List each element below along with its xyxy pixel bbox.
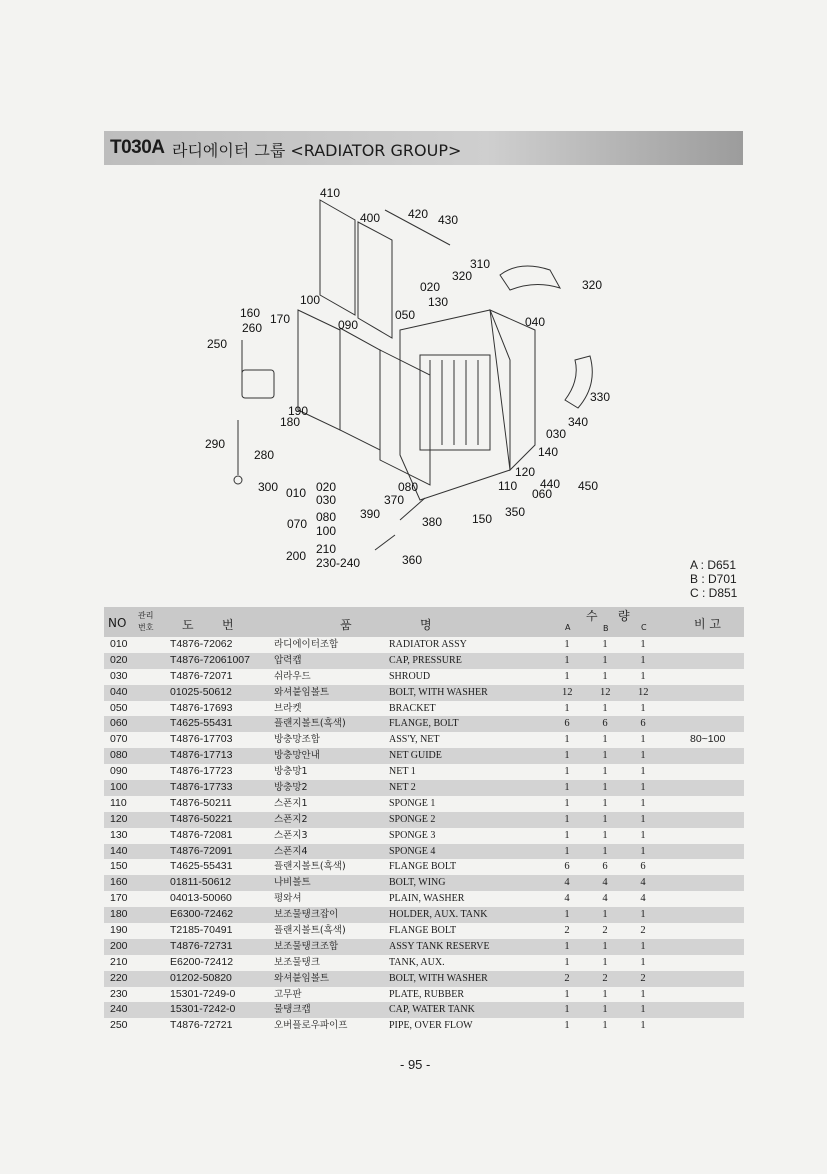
svg-text:330: 330	[590, 390, 611, 404]
qty-b: 1	[602, 829, 608, 841]
qty-b: 1	[602, 639, 608, 650]
part-name-kr: 와셔붙임볼트	[274, 972, 330, 984]
qty-a: 1	[564, 702, 570, 714]
part-no: 140	[110, 844, 128, 857]
part-name-en: NET GUIDE	[389, 750, 442, 762]
qty-b: 1	[602, 750, 608, 762]
part-no: 220	[110, 971, 128, 984]
header-do: 도	[182, 618, 194, 632]
table-row	[104, 907, 744, 923]
svg-text:380: 380	[422, 515, 443, 529]
svg-text:140: 140	[538, 445, 559, 459]
part-number: E6300-72462	[170, 908, 234, 921]
qty-b: 2	[602, 925, 608, 937]
header-remark: 비 고	[694, 617, 721, 631]
part-name-en: SPONGE 3	[389, 829, 436, 841]
qty-a: 1	[564, 797, 570, 809]
svg-text:320: 320	[452, 269, 473, 283]
qty-b: 1	[602, 909, 608, 921]
qty-c: 1	[640, 702, 646, 714]
part-name-kr: 오버플로우파이프	[274, 1020, 348, 1032]
part-name-en: TANK, AUX.	[389, 956, 445, 968]
qty-c: 1	[640, 782, 646, 794]
svg-text:260: 260	[242, 321, 263, 335]
part-name-en: CAP, WATER TANK	[389, 1004, 475, 1016]
svg-text:180: 180	[280, 415, 301, 429]
table-row	[104, 669, 744, 685]
svg-text:120: 120	[515, 465, 536, 479]
part-no: 070	[110, 733, 128, 746]
part-name-en: BOLT, WING	[389, 877, 446, 889]
qty-a: 1	[564, 956, 570, 968]
svg-text:230-240: 230-240	[316, 556, 361, 570]
part-name-kr: 플랜지볼트(흑색)	[274, 861, 346, 873]
model-b: B : D701	[690, 572, 737, 586]
qty-c: 2	[640, 925, 646, 937]
part-name-en: SPONGE 1	[389, 797, 436, 809]
net-panel-400	[358, 222, 392, 338]
qty-b: 6	[602, 718, 608, 730]
qty-a: 1	[564, 639, 570, 650]
qty-b: 1	[602, 813, 608, 825]
part-no: 130	[110, 828, 128, 841]
part-number: T4876-17703	[170, 733, 233, 746]
table-row	[104, 987, 744, 1003]
part-no: 040	[110, 685, 128, 698]
part-name-en: BOLT, WITH WASHER	[389, 972, 488, 984]
qty-a: 1	[564, 670, 570, 682]
part-name-en: SPONGE 4	[389, 845, 436, 857]
svg-text:170: 170	[270, 312, 291, 326]
table-row	[104, 971, 744, 987]
part-name-kr: 라디에이터조합	[274, 639, 339, 650]
part-name-kr: 스폰지1	[274, 797, 308, 809]
part-name-en: NET 2	[389, 782, 416, 794]
svg-text:070: 070	[287, 517, 308, 531]
part-no: 190	[110, 924, 128, 937]
table-row	[104, 923, 744, 939]
svg-text:430: 430	[438, 213, 459, 227]
part-no: 110	[110, 796, 127, 809]
qty-c: 1	[640, 766, 646, 778]
table-row	[104, 748, 744, 764]
part-name-kr: 압력캡	[274, 654, 302, 666]
section-code: T030A	[110, 137, 165, 158]
part-name-en: FLANGE, BOLT	[389, 718, 459, 730]
table-row	[104, 685, 744, 701]
qty-b: 1	[602, 766, 608, 778]
part-no: 200	[110, 939, 128, 952]
qty-a: 1	[564, 909, 570, 921]
part-no: 080	[110, 749, 128, 762]
svg-text:300: 300	[258, 480, 279, 494]
qty-b: 1	[602, 797, 608, 809]
svg-text:020: 020	[420, 280, 441, 294]
qty-a: 1	[564, 988, 570, 1000]
part-number: T4876-72091	[170, 844, 233, 857]
part-number: T4876-72071	[170, 669, 233, 682]
table-row	[104, 716, 744, 732]
part-number: 15301-7249-0	[170, 987, 236, 1000]
svg-text:060: 060	[532, 487, 553, 501]
table-row	[104, 812, 744, 828]
parts-table-body	[104, 637, 744, 1034]
net-guide-080	[380, 350, 430, 485]
qty-c: 1	[640, 734, 646, 746]
part-name-kr: 플랜지볼트(흑색)	[274, 925, 346, 937]
part-name-kr: 플랜지볼트(흑색)	[274, 718, 346, 730]
part-number: T4876-72081	[170, 828, 233, 841]
qty-c: 1	[640, 639, 646, 650]
svg-text:190: 190	[288, 404, 309, 418]
svg-text:450: 450	[578, 479, 599, 493]
svg-text:030: 030	[546, 427, 567, 441]
svg-text:040: 040	[525, 315, 546, 329]
qty-b: 1	[602, 1004, 608, 1016]
part-number: T4625-55431	[170, 717, 233, 730]
qty-a: 12	[562, 686, 573, 698]
part-name-en: FLANGE BOLT	[389, 925, 457, 937]
part-no: 100	[110, 781, 128, 794]
qty-b: 1	[602, 734, 608, 746]
svg-text:410: 410	[320, 186, 341, 200]
part-name-kr: 방충망2	[274, 782, 308, 794]
part-number: T4876-72731	[170, 939, 233, 952]
qty-b: 12	[600, 686, 611, 698]
part-name-kr: 보조물탱크잡이	[274, 909, 339, 921]
qty-b: 1	[602, 1020, 608, 1032]
table-row	[104, 1002, 744, 1018]
parts-table-header	[104, 607, 744, 637]
table-row	[104, 891, 744, 907]
qty-c: 6	[640, 861, 646, 873]
table-row	[104, 796, 744, 812]
header-pum: 품	[340, 618, 352, 632]
svg-text:390: 390	[360, 507, 381, 521]
part-name-kr: 와셔붙임볼트	[274, 686, 330, 698]
table-row	[104, 939, 744, 955]
svg-text:420: 420	[408, 207, 429, 221]
page-number: - 95 -	[400, 1057, 431, 1072]
svg-text:050: 050	[395, 308, 416, 322]
qty-b: 1	[602, 956, 608, 968]
qty-b: 2	[602, 972, 608, 984]
svg-text:310: 310	[470, 257, 491, 271]
qty-c: 12	[638, 686, 649, 698]
part-name-kr: 스폰지3	[274, 829, 308, 841]
part-name-en: RADIATOR ASSY	[389, 639, 467, 650]
header-beon: 번	[222, 618, 234, 632]
part-no: 020	[110, 653, 128, 666]
part-no: 050	[110, 701, 128, 714]
qty-a: 1	[564, 813, 570, 825]
qty-a: 4	[564, 877, 570, 889]
part-name-en: PIPE, OVER FLOW	[389, 1020, 473, 1032]
table-row	[104, 828, 744, 844]
part-number: 01025-50612	[170, 685, 232, 698]
svg-text:210: 210	[316, 542, 337, 556]
svg-text:110: 110	[498, 479, 518, 493]
svg-text:010: 010	[286, 486, 307, 500]
qty-b: 4	[602, 877, 608, 889]
part-number: T4625-55431	[170, 860, 233, 873]
part-number: T4876-17713	[170, 749, 233, 762]
svg-text:400: 400	[360, 211, 381, 225]
qty-c: 1	[640, 845, 646, 857]
svg-text:030: 030	[316, 493, 337, 507]
net-panel-090	[340, 328, 380, 450]
header-myeong: 명	[420, 618, 432, 632]
part-number: T4876-17733	[170, 781, 233, 794]
part-no: 230	[110, 987, 128, 1000]
qty-b: 1	[602, 702, 608, 714]
svg-text:250: 250	[207, 337, 228, 351]
qty-a: 2	[564, 925, 570, 937]
header-ref1: 관리	[138, 611, 154, 620]
part-name-kr: 방충망1	[274, 766, 308, 778]
part-no: 010	[110, 638, 128, 650]
part-name-kr: 방충망조합	[274, 734, 320, 746]
diagram-callouts	[205, 186, 610, 570]
part-number: T4876-50211	[170, 796, 232, 809]
part-name-kr: 보조물탱크	[274, 956, 320, 968]
part-no: 180	[110, 908, 128, 921]
svg-text:340: 340	[568, 415, 589, 429]
part-name-en: ASS'Y, NET	[389, 734, 440, 746]
part-no: 210	[110, 955, 128, 968]
part-name-en: CAP, PRESSURE	[389, 654, 462, 666]
part-name-kr: 스폰지2	[274, 813, 308, 825]
header-ref2: 번호	[138, 623, 154, 632]
part-number: 01202-50820	[170, 971, 232, 984]
qty-c: 2	[640, 972, 646, 984]
model-legend	[690, 558, 737, 600]
part-name-en: BOLT, WITH WASHER	[389, 686, 488, 698]
svg-text:100: 100	[300, 293, 321, 307]
part-no: 120	[110, 812, 128, 825]
qty-c: 1	[640, 829, 646, 841]
qty-c: 1	[640, 1004, 646, 1016]
qty-a: 1	[564, 845, 570, 857]
qty-c: 1	[640, 988, 646, 1000]
part-no: 090	[110, 765, 128, 778]
part-no: 250	[110, 1019, 128, 1032]
header-b: B	[603, 624, 609, 633]
part-number: E6200-72412	[170, 955, 234, 968]
qty-c: 1	[640, 670, 646, 682]
part-name-en: SHROUD	[389, 670, 431, 682]
qty-b: 1	[602, 654, 608, 666]
qty-a: 4	[564, 893, 570, 905]
part-name-kr: 방충망안내	[274, 750, 320, 762]
part-name-en: PLAIN, WASHER	[389, 893, 465, 905]
net-panel-410	[320, 200, 355, 315]
svg-text:100: 100	[316, 524, 337, 538]
part-no: 150	[110, 860, 128, 873]
part-number: T4876-17723	[170, 765, 233, 778]
svg-text:150: 150	[472, 512, 493, 526]
part-name-en: NET 1	[389, 766, 416, 778]
part-no: 060	[110, 717, 128, 730]
part-number: T4876-17693	[170, 701, 233, 714]
model-c: C : D851	[690, 586, 738, 600]
svg-text:320: 320	[582, 278, 603, 292]
part-number: 01811-50612	[170, 876, 232, 889]
svg-text:370: 370	[384, 493, 405, 507]
part-name-kr: 보조물탱크조합	[274, 940, 339, 952]
header-no: NO	[108, 616, 127, 630]
part-name-en: SPONGE 2	[389, 813, 436, 825]
svg-text:130: 130	[428, 295, 449, 309]
qty-c: 1	[640, 813, 646, 825]
svg-text:360: 360	[402, 553, 423, 567]
part-number: 15301-7242-0	[170, 1003, 236, 1016]
qty-b: 4	[602, 893, 608, 905]
part-name-kr: 나비볼트	[274, 877, 311, 889]
model-a: A : D651	[690, 558, 737, 572]
part-number: T4876-72721	[170, 1019, 233, 1032]
svg-text:080: 080	[316, 510, 337, 524]
part-number: T4876-72061007	[170, 653, 250, 666]
shroud	[490, 310, 535, 470]
part-name-en: FLANGE BOLT	[389, 861, 457, 873]
qty-c: 4	[640, 877, 646, 889]
qty-c: 1	[640, 750, 646, 762]
part-no: 170	[110, 892, 128, 905]
table-row	[104, 732, 744, 748]
upper-hose	[500, 266, 560, 290]
section-title: 라디에이터 그룹 <RADIATOR GROUP>	[172, 141, 462, 160]
part-name-kr: 고무판	[274, 988, 302, 1000]
aux-tank	[242, 370, 274, 398]
qty-c: 6	[640, 718, 646, 730]
qty-a: 1	[564, 829, 570, 841]
part-name-kr: 평와셔	[274, 893, 302, 905]
svg-text:090: 090	[338, 318, 359, 332]
qty-a: 1	[564, 782, 570, 794]
qty-c: 1	[640, 940, 646, 952]
table-row	[104, 844, 744, 860]
part-no: 160	[110, 876, 128, 889]
qty-b: 1	[602, 988, 608, 1000]
qty-a: 1	[564, 1020, 570, 1032]
part-no: 240	[110, 1003, 128, 1016]
part-name-kr: 스폰지4	[274, 845, 308, 857]
part-name-en: HOLDER, AUX. TANK	[389, 909, 488, 921]
svg-text:280: 280	[254, 448, 275, 462]
part-number: T2185-70491	[170, 924, 233, 937]
qty-c: 1	[640, 1020, 646, 1032]
qty-c: 1	[640, 797, 646, 809]
svg-text:290: 290	[205, 437, 226, 451]
table-row	[104, 875, 744, 891]
table-row	[104, 637, 744, 653]
table-row	[104, 780, 744, 796]
qty-b: 1	[602, 940, 608, 952]
svg-text:350: 350	[505, 505, 526, 519]
part-number: T4876-72062	[170, 638, 233, 650]
part-no: 030	[110, 669, 128, 682]
qty-a: 1	[564, 654, 570, 666]
table-row	[104, 1018, 744, 1034]
lower-hose	[565, 356, 592, 408]
qty-a: 1	[564, 940, 570, 952]
qty-b: 6	[602, 861, 608, 873]
qty-c: 1	[640, 654, 646, 666]
part-name-en: BRACKET	[389, 702, 436, 714]
header-c: C	[641, 623, 647, 632]
table-row	[104, 764, 744, 780]
table-row	[104, 701, 744, 717]
qty-a: 1	[564, 750, 570, 762]
qty-a: 1	[564, 1004, 570, 1016]
remark: 80~100	[690, 733, 726, 746]
qty-b: 1	[602, 670, 608, 682]
part-name-kr: 물탱크캡	[274, 1004, 311, 1016]
qty-a: 1	[564, 766, 570, 778]
table-row	[104, 955, 744, 971]
table-row	[104, 653, 744, 669]
qty-b: 1	[602, 845, 608, 857]
qty-a: 1	[564, 734, 570, 746]
table-row	[104, 859, 744, 875]
part-name-kr: 쉬라우드	[274, 670, 311, 682]
qty-b: 1	[602, 782, 608, 794]
exploded-parts-diagram	[180, 180, 640, 580]
header-ryang: 량	[618, 609, 630, 623]
qty-a: 6	[564, 718, 570, 730]
svg-text:160: 160	[240, 306, 261, 320]
part-name-en: ASSY TANK RESERVE	[389, 940, 490, 952]
part-name-en: PLATE, RUBBER	[389, 988, 465, 1000]
svg-text:440: 440	[540, 477, 561, 491]
section-title-bar	[104, 131, 743, 165]
qty-c: 1	[640, 956, 646, 968]
svg-text:200: 200	[286, 549, 307, 563]
qty-c: 1	[640, 909, 646, 921]
part-name-kr: 브라켓	[274, 702, 302, 714]
part-number: 04013-50060	[170, 892, 232, 905]
qty-a: 2	[564, 972, 570, 984]
qty-a: 6	[564, 861, 570, 873]
part-number: T4876-50221	[170, 812, 233, 825]
qty-c: 4	[640, 893, 646, 905]
header-a: A	[565, 623, 571, 632]
svg-text:080: 080	[398, 480, 419, 494]
svg-text:020: 020	[316, 480, 337, 494]
header-su: 수	[586, 609, 598, 623]
